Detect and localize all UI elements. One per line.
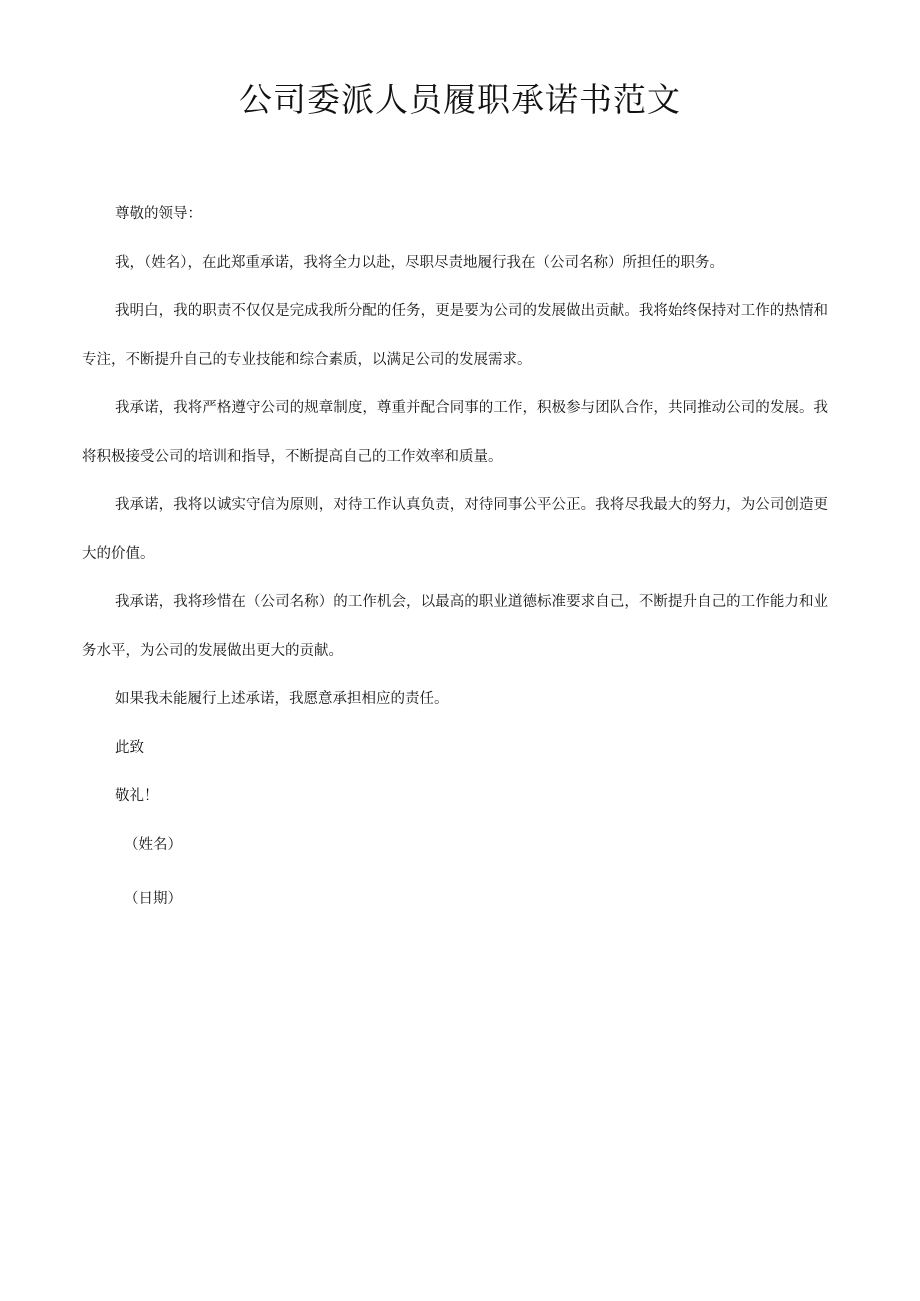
paragraph-2: 我明白，我的职责不仅仅是完成我所分配的任务，更是要为公司的发展做出贡献。我将始终保持对工作的热情和专注，不断提升自己的专业技能和综合素质，以满足公司的发展需求。 <box>82 303 828 368</box>
closing-line-1: 此致 <box>115 739 144 756</box>
signature-name: （姓名） <box>124 836 182 853</box>
paragraph-1: 我，（姓名），在此郑重承诺，我将全力以赴，尽职尽责地履行我在（公司名称）所担任的职务。 <box>115 254 724 271</box>
paragraph-5: 我承诺，我将珍惜在（公司名称）的工作机会，以最高的职业道德标准要求自己，不断提升自己的工作能力和业务水平，为公司的发展做出更大的贡献。 <box>82 594 828 659</box>
document-title: 公司委派人员履职承诺书范文 <box>239 80 681 119</box>
signature-date: （日期） <box>124 891 182 907</box>
closing-line-2: 敬礼！ <box>115 788 159 804</box>
document-body <box>82 190 828 924</box>
salutation: 尊敬的领导： <box>115 206 202 222</box>
paragraph-4: 我承诺，我将以诚实守信为原则，对待工作认真负责，对待同事公平公正。我将尽我最大的努力，为公司创造更大的价值。 <box>82 497 828 562</box>
paragraph-6: 如果我未能履行上述承诺，我愿意承担相应的责任。 <box>115 691 449 707</box>
paragraph-3: 我承诺，我将严格遵守公司的规章制度，尊重并配合同事的工作，积极参与团队合作，共同推动公司的发展。我将积极接受公司的培训和指导，不断提高自己的工作效率和质量。 <box>82 400 828 465</box>
